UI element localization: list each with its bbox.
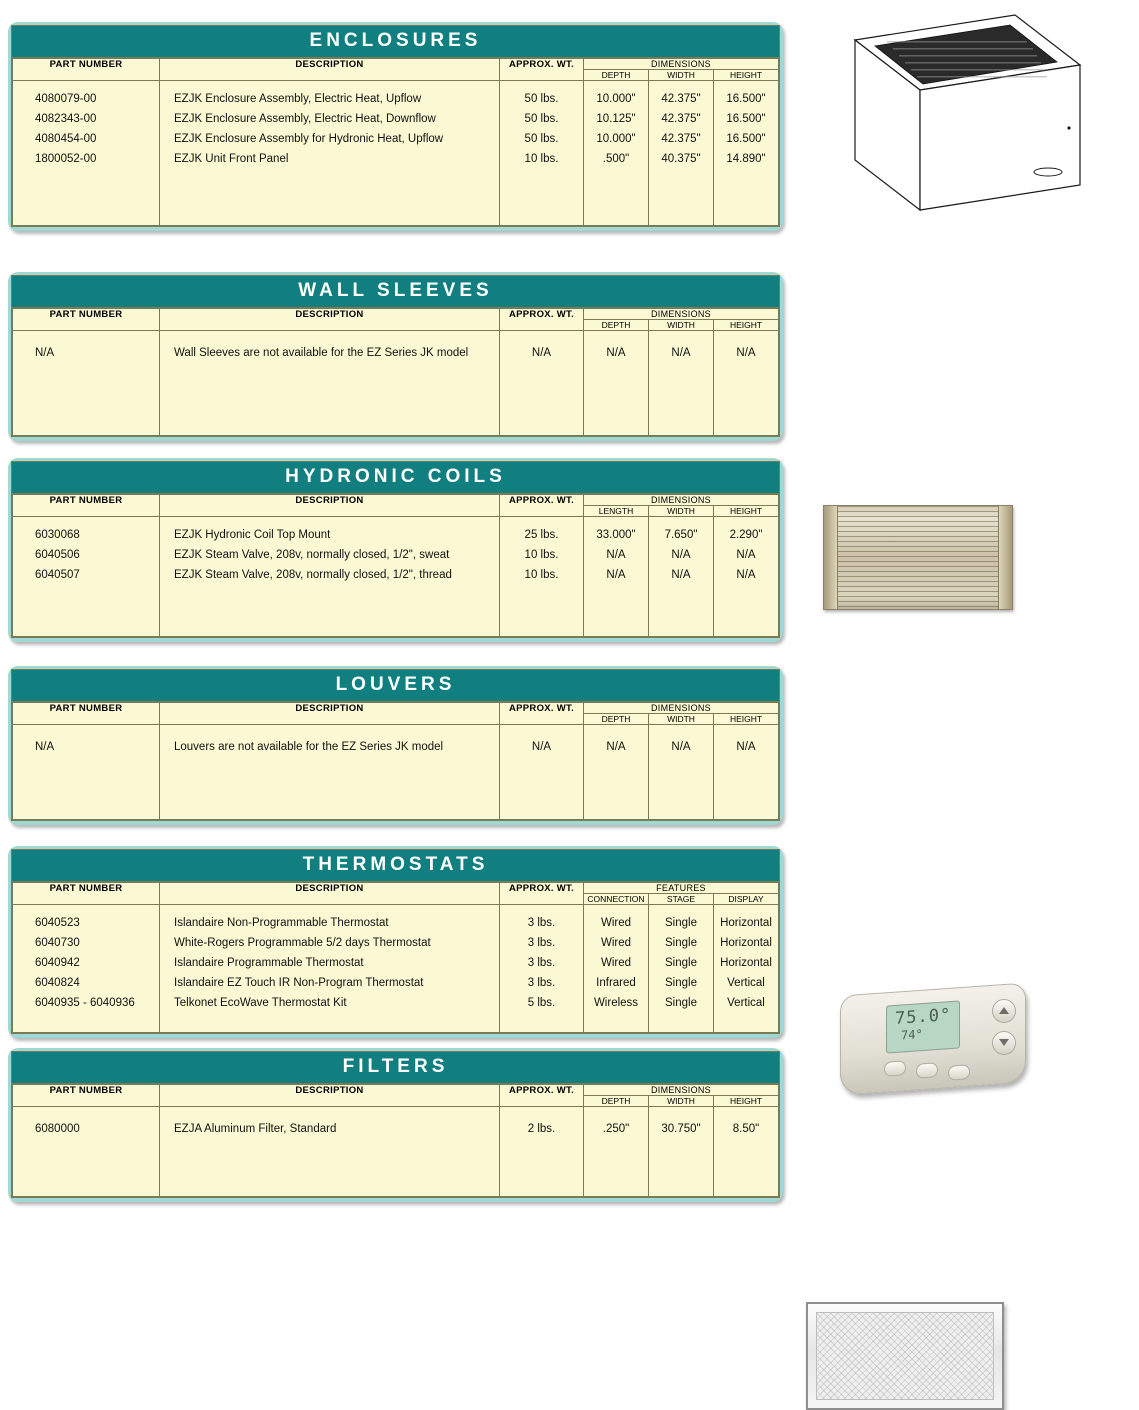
- table-row: 2.290": [729, 529, 763, 541]
- table-row: Wall Sleeves are not available for the EZ Series JK model: [174, 347, 469, 359]
- col-header-description: DESCRIPTION: [160, 703, 500, 725]
- body-weights: [500, 81, 584, 226]
- table-row: 16.500": [726, 93, 766, 105]
- col-header-group: DIMENSIONS: [584, 59, 779, 70]
- table-row: Single: [665, 917, 697, 929]
- col-header-d2: WIDTH: [649, 506, 714, 517]
- body-weights: [500, 1107, 584, 1197]
- body-part-numbers: [13, 1107, 160, 1197]
- col-header-d1: CONNECTION: [584, 894, 649, 905]
- table-row: Single: [665, 937, 697, 949]
- section-wall-sleeves: [8, 272, 783, 441]
- col-header-d2: WIDTH: [649, 1096, 714, 1107]
- table-body-row: [13, 517, 779, 637]
- section-title: ENCLOSURES: [12, 26, 779, 58]
- col-header-part-number: PART NUMBER: [13, 883, 160, 905]
- table-row: 42.375": [661, 113, 701, 125]
- table-row: Islandaire Non-Programmable Thermostat: [174, 917, 389, 929]
- section-inner: [11, 849, 780, 1034]
- table-row: N/A: [671, 549, 691, 561]
- table-row: .500": [602, 153, 630, 165]
- col-header-d3: HEIGHT: [714, 714, 779, 725]
- table-row: 10 lbs.: [524, 153, 559, 165]
- table-row: N/A: [736, 549, 756, 561]
- table-row: Vertical: [727, 997, 765, 1009]
- body-d3: [714, 517, 779, 637]
- col-header-d2: WIDTH: [649, 320, 714, 331]
- body-descriptions: [160, 517, 500, 637]
- table-row: 5 lbs.: [527, 997, 556, 1009]
- table-row: 4080079-00: [35, 93, 97, 105]
- table-row: 6040523: [35, 917, 80, 929]
- col-header-d3: HEIGHT: [714, 1096, 779, 1107]
- table-row: EZJK Steam Valve, 208v, normally closed, 1/2", sweat: [174, 549, 450, 561]
- table-row: 10.125": [596, 113, 636, 125]
- body-d2: [649, 1107, 714, 1197]
- table-row: N/A: [671, 569, 691, 581]
- col-header-part-number: PART NUMBER: [13, 59, 160, 81]
- col-header-d2: STAGE: [649, 894, 714, 905]
- parts-table: [12, 494, 779, 637]
- table-row: 42.375": [661, 93, 701, 105]
- col-header-description: DESCRIPTION: [160, 1085, 500, 1107]
- table-row: N/A: [606, 741, 626, 753]
- body-d1: [584, 517, 649, 637]
- col-header-part-number: PART NUMBER: [13, 1085, 160, 1107]
- table-row: 10.000": [596, 93, 636, 105]
- body-d3: [714, 331, 779, 436]
- col-header-part-number: PART NUMBER: [13, 703, 160, 725]
- body-part-numbers: [13, 517, 160, 637]
- body-part-numbers: [13, 331, 160, 436]
- section-title: LOUVERS: [12, 670, 779, 702]
- body-d2: [649, 331, 714, 436]
- table-row: 3 lbs.: [527, 937, 556, 949]
- body-weights: [500, 905, 584, 1033]
- body-d3: [714, 905, 779, 1033]
- table-row: 10.000": [596, 133, 636, 145]
- col-header-description: DESCRIPTION: [160, 59, 500, 81]
- table-row: 16.500": [726, 113, 766, 125]
- table-header-row: [13, 309, 779, 320]
- table-row: Vertical: [727, 977, 765, 989]
- section-inner: [11, 461, 780, 638]
- col-header-d3: DISPLAY: [714, 894, 779, 905]
- table-row: EZJK Enclosure Assembly, Electric Heat, Upflow: [174, 93, 422, 105]
- col-header-weight: APPROX. WT.: [500, 703, 584, 725]
- table-body-row: [13, 725, 779, 820]
- body-weights: [500, 517, 584, 637]
- coil-end-right: [998, 506, 1012, 609]
- table-body-row: [13, 905, 779, 1033]
- table-row: N/A: [531, 741, 552, 753]
- thermostat-setpoint: 75.0°: [895, 1005, 952, 1029]
- table-row: Infrared: [596, 977, 636, 989]
- table-row: EZJK Enclosure Assembly for Hydronic Heat, Upflow: [174, 133, 444, 145]
- parts-table: [12, 308, 779, 436]
- table-row: 1800052-00: [35, 153, 97, 165]
- table-row: 6030068: [35, 529, 80, 541]
- section-hydronic-coils: [8, 458, 783, 642]
- table-body-row: [13, 81, 779, 226]
- table-row: N/A: [671, 741, 691, 753]
- table-row: 40.375": [661, 153, 701, 165]
- thermostat-display-screen: [886, 1000, 960, 1053]
- table-header-row: [13, 883, 779, 894]
- table-body-row: [13, 331, 779, 436]
- col-header-weight: APPROX. WT.: [500, 1085, 584, 1107]
- body-descriptions: [160, 81, 500, 226]
- col-header-d1: DEPTH: [584, 1096, 649, 1107]
- table-header-row: [13, 703, 779, 714]
- section-title: HYDRONIC COILS: [12, 462, 779, 494]
- col-header-d1: DEPTH: [584, 70, 649, 81]
- table-row: 3 lbs.: [527, 917, 556, 929]
- table-row: 14.890": [726, 153, 766, 165]
- body-d1: [584, 81, 649, 226]
- col-header-weight: APPROX. WT.: [500, 883, 584, 905]
- col-header-group: DIMENSIONS: [584, 309, 779, 320]
- table-header-row: [13, 495, 779, 506]
- col-header-part-number: PART NUMBER: [13, 495, 160, 517]
- body-d2: [649, 725, 714, 820]
- table-row: 6040942: [35, 957, 80, 969]
- table-row: N/A: [531, 347, 552, 359]
- table-row: 3 lbs.: [527, 957, 556, 969]
- table-row: N/A: [736, 347, 756, 359]
- col-header-d3: HEIGHT: [714, 70, 779, 81]
- col-header-group: DIMENSIONS: [584, 495, 779, 506]
- thermostat-photo: [840, 977, 1040, 1102]
- table-row: Islandaire EZ Touch IR Non-Program Thermostat: [174, 977, 424, 989]
- table-row: Wired: [600, 917, 632, 929]
- table-row: N/A: [606, 347, 626, 359]
- section-enclosures: [8, 22, 783, 231]
- body-d2: [649, 905, 714, 1033]
- table-row: EZJK Enclosure Assembly, Electric Heat, Downflow: [174, 113, 436, 125]
- col-header-description: DESCRIPTION: [160, 883, 500, 905]
- thermostat-up-arrow-button[interactable]: [992, 999, 1016, 1023]
- parts-table: [12, 702, 779, 820]
- body-d1: [584, 905, 649, 1033]
- table-row: Single: [665, 957, 697, 969]
- table-row: Louvers are not available for the EZ Series JK model: [174, 741, 444, 753]
- table-row: N/A: [606, 549, 626, 561]
- table-row: Horizontal: [720, 937, 772, 949]
- table-row: Single: [665, 977, 697, 989]
- body-d3: [714, 81, 779, 226]
- section-title: THERMOSTATS: [12, 850, 779, 882]
- section-inner: [11, 25, 780, 227]
- table-row: 6040506: [35, 549, 80, 561]
- body-weights: [500, 331, 584, 436]
- col-header-d1: DEPTH: [584, 714, 649, 725]
- table-row: N/A: [35, 347, 55, 359]
- section-louvers: [8, 666, 783, 825]
- section-inner: [11, 669, 780, 821]
- parts-table: [12, 1084, 779, 1197]
- col-header-weight: APPROX. WT.: [500, 309, 584, 331]
- col-header-part-number: PART NUMBER: [13, 309, 160, 331]
- body-d1: [584, 725, 649, 820]
- table-row: Single: [665, 997, 697, 1009]
- table-row: Islandaire Programmable Thermostat: [174, 957, 364, 969]
- table-body-row: [13, 1107, 779, 1197]
- table-row: 4082343-00: [35, 113, 97, 125]
- table-row: 25 lbs.: [524, 529, 559, 541]
- body-descriptions: [160, 331, 500, 436]
- table-row: 6040730: [35, 937, 80, 949]
- body-d3: [714, 725, 779, 820]
- thermostat-down-arrow-button[interactable]: [992, 1031, 1016, 1055]
- body-part-numbers: [13, 725, 160, 820]
- body-descriptions: [160, 1107, 500, 1197]
- body-d1: [584, 1107, 649, 1197]
- table-row: 10 lbs.: [524, 549, 559, 561]
- table-row: 42.375": [661, 133, 701, 145]
- col-header-d3: HEIGHT: [714, 320, 779, 331]
- col-header-group: DIMENSIONS: [584, 1085, 779, 1096]
- body-part-numbers: [13, 905, 160, 1033]
- table-row: N/A: [736, 569, 756, 581]
- table-row: 6040935 - 6040936: [35, 997, 135, 1009]
- table-row: 6040507: [35, 569, 80, 581]
- enclosure-unit-photo: [845, 10, 1085, 225]
- table-row: 50 lbs.: [524, 113, 559, 125]
- table-row: Horizontal: [720, 917, 772, 929]
- section-inner: [11, 275, 780, 437]
- table-row: N/A: [671, 347, 691, 359]
- body-descriptions: [160, 905, 500, 1033]
- parts-table: [12, 58, 779, 226]
- section-inner: [11, 1051, 780, 1198]
- col-header-weight: APPROX. WT.: [500, 495, 584, 517]
- table-row: 2 lbs.: [527, 1123, 556, 1135]
- col-header-d2: WIDTH: [649, 714, 714, 725]
- parts-table: [12, 882, 779, 1033]
- section-thermostats: [8, 846, 783, 1038]
- table-row: 6080000: [35, 1123, 80, 1135]
- table-row: N/A: [736, 741, 756, 753]
- table-row: EZJK Steam Valve, 208v, normally closed, 1/2", thread: [174, 569, 452, 581]
- table-row: 33.000": [596, 529, 636, 541]
- table-row: White-Rogers Programmable 5/2 days Thermostat: [174, 937, 431, 949]
- table-header-row: [13, 59, 779, 70]
- table-row: Telkonet EcoWave Thermostat Kit: [174, 997, 347, 1009]
- col-header-d1: LENGTH: [584, 506, 649, 517]
- section-filters: [8, 1048, 783, 1202]
- table-row: Horizontal: [720, 957, 772, 969]
- table-row: 4080454-00: [35, 133, 97, 145]
- table-row: 6040824: [35, 977, 80, 989]
- table-row: 10 lbs.: [524, 569, 559, 581]
- col-header-group: FEATURES: [584, 883, 779, 894]
- section-title: FILTERS: [12, 1052, 779, 1084]
- table-row: .250": [602, 1123, 630, 1135]
- body-d3: [714, 1107, 779, 1197]
- aluminum-filter-photo: [806, 1302, 1004, 1410]
- table-row: 50 lbs.: [524, 133, 559, 145]
- col-header-d2: WIDTH: [649, 70, 714, 81]
- hydronic-coil-photo: [823, 505, 1013, 610]
- table-row: EZJA Aluminum Filter, Standard: [174, 1123, 337, 1135]
- col-header-d1: DEPTH: [584, 320, 649, 331]
- col-header-description: DESCRIPTION: [160, 495, 500, 517]
- table-row: Wired: [600, 957, 632, 969]
- body-part-numbers: [13, 81, 160, 226]
- thermostat-current-temp: 74°: [901, 1027, 923, 1043]
- enclosure-drawing-icon: [845, 10, 1085, 225]
- table-row: Wired: [600, 937, 632, 949]
- table-row: 7.650": [664, 529, 698, 541]
- section-title: WALL SLEEVES: [12, 276, 779, 308]
- table-row: N/A: [35, 741, 55, 753]
- col-header-description: DESCRIPTION: [160, 309, 500, 331]
- table-row: N/A: [606, 569, 626, 581]
- coil-end-left: [824, 506, 838, 609]
- table-row: 30.750": [661, 1123, 701, 1135]
- body-d2: [649, 517, 714, 637]
- col-header-d3: HEIGHT: [714, 506, 779, 517]
- table-row: 3 lbs.: [527, 977, 556, 989]
- body-d2: [649, 81, 714, 226]
- table-row: 8.50": [732, 1123, 760, 1135]
- table-row: EZJK Hydronic Coil Top Mount: [174, 529, 331, 541]
- table-header-row: [13, 1085, 779, 1096]
- col-header-group: DIMENSIONS: [584, 703, 779, 714]
- table-row: 16.500": [726, 133, 766, 145]
- filter-mesh: [816, 1312, 994, 1400]
- table-row: 50 lbs.: [524, 93, 559, 105]
- body-weights: [500, 725, 584, 820]
- col-header-weight: APPROX. WT.: [500, 59, 584, 81]
- table-row: Wireless: [593, 997, 639, 1009]
- table-row: EZJK Unit Front Panel: [174, 153, 289, 165]
- body-d1: [584, 331, 649, 436]
- body-descriptions: [160, 725, 500, 820]
